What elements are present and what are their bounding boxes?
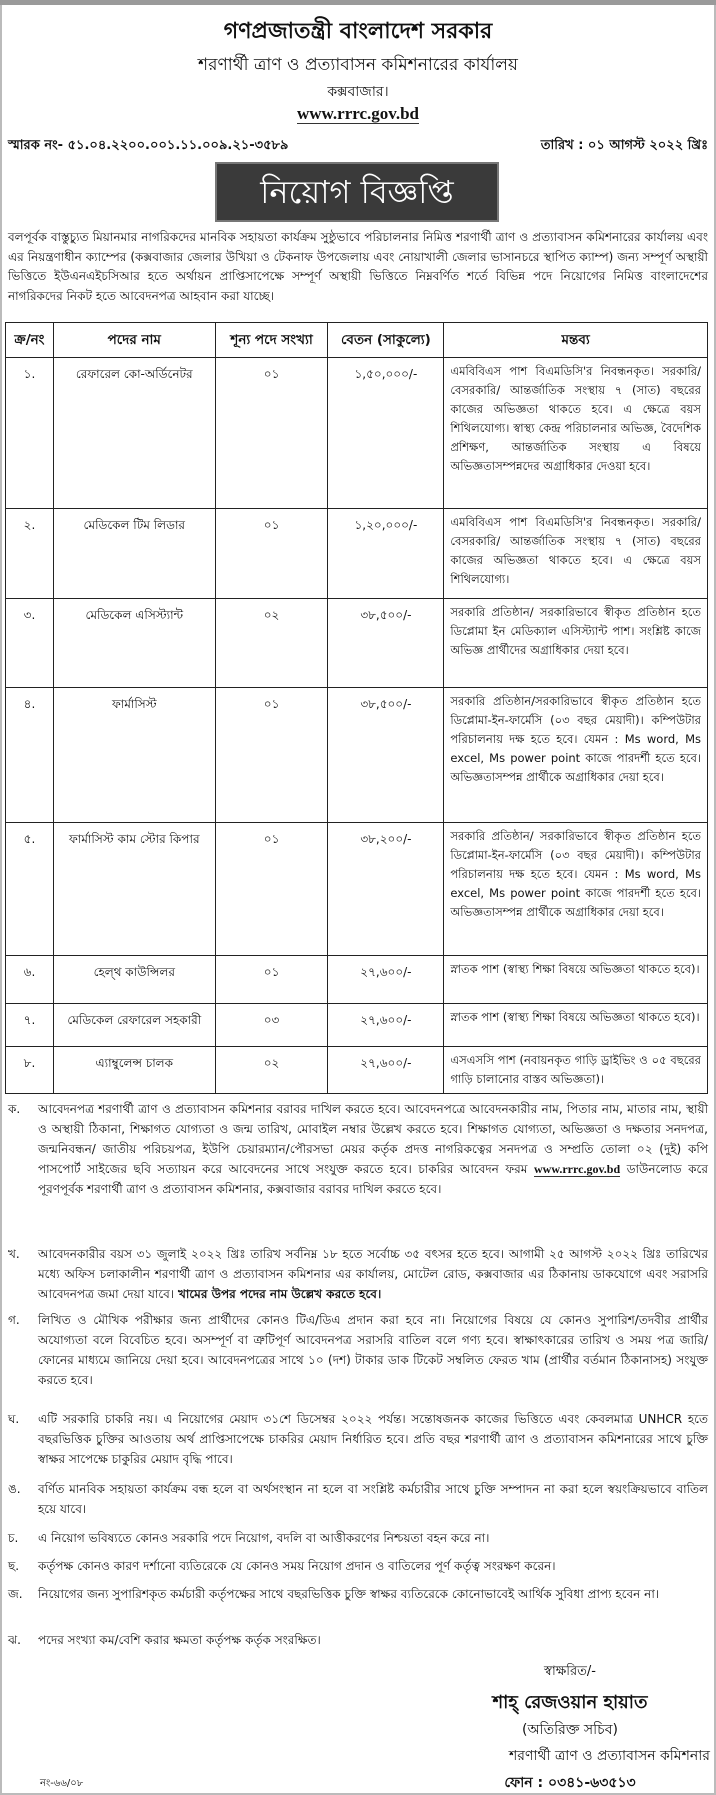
salary-cell: ১,৫০,০০০/- [328, 358, 444, 509]
table-row [6, 956, 708, 1004]
table-row [6, 1047, 708, 1094]
remarks-cell: এমবিবিএস পাশ বিএমডিসি'র নিবন্ধনকৃত। সরকারি/ বেসরকারি/ আন্তর্জাতিক সংস্থায় ৭ (সাত) বছরের কাজের অভিজ্ঞতা থাকতে হবে। এ ক্ষেত্রে বয়স শিথিলযোগ্য। [444, 509, 708, 599]
salary-cell: ৩৮,২০০/- [328, 823, 444, 956]
serial-cell: ৭. [6, 1004, 54, 1047]
government-title: গণপ্রজাতন্ত্রী বাংলাদেশ সরকার [223, 19, 493, 44]
footer-number: নং-৬৬/০৮ [40, 1778, 84, 1789]
col-salary: বেতন (সাকুল্যে) [328, 323, 444, 358]
post-name-cell: হেল্থ কাউন্সিলর [53, 956, 215, 1004]
post-name-cell: ফার্মাসিস্ট [53, 688, 215, 823]
serial-cell: ২. [6, 509, 54, 599]
serial-cell: ৩. [6, 599, 54, 688]
condition-key: চ. [8, 1531, 19, 1545]
text: আবেদনপত্র শরণার্থী ত্রাণ ও প্রত্যাবাসন কমিশনার বরাবর দাখিল করতে হবে। আবেদনপত্রে আবেদনকারীর নাম, পিতার নাম, মাতার নাম, স্থায়ী ও অস্থায়ী ঠিকানা, শিক্ষাগত যোগ্যতা ও জন্ম তারিখ, মোবাইল নম্বার উল্লেখ করতে হবে। শিক্ষাগত যোগ্যতা, অভিজ্ঞতা ও দক্ষতার সনদপত্র, জন্মনিবন্ধন/ জাতীয় পরিচয়পত্র, ইউপি চেয়ারম্যান/পৌরসভা মেয়র কর্তৃক প্রদত্ত নাগরিকত্বের সনদপত্র ও সম্প্রতি তোলা ০২ (দুই) কপি পাসপোর্ট সাইজের ছবি সত্যায়ন করে আবেদনের সাথে সংযুক্ত করতে হবে। চাকরির আবেদন ফরম [38, 1102, 708, 1176]
col-vacancy: শূন্য পদে সংখ্যা [215, 323, 328, 358]
vacancy-count-cell: ০১ [215, 956, 328, 1004]
salary-cell: ২৭,৬০০/- [328, 1047, 444, 1094]
condition-chha [8, 1556, 708, 1576]
condition-key: ঝ. [8, 1633, 21, 1647]
condition-text: এটি সরকারি চাকরি নয়। এ নিয়োগের মেয়াদ ৩১শে ডিসেম্বর ২০২২ পর্যন্ত। সন্তোষজনক কাজের ভিত্তিতে এবং কেবলমাত্র UNHCR হতে বছরভিত্তিক চুক্তির আওতায় অর্থ প্রাপ্তিসাপেক্ষে চাকরির মেয়াদ নির্ধারিত হবে। প্রতি বছর শরণার্থী ত্রাণ ও প্রত্যাবাসন কমিশনারের সাথে চুক্তি স্বাক্ষর সাপেক্ষে চাকুরির মেয়াদ বৃদ্ধি পাবে। [38, 1412, 708, 1466]
vacancy-table [5, 322, 708, 1094]
remarks-cell: স্নাতক পাশ (স্বাস্থ্য শিক্ষা বিষয়ে অভিজ্ঞতা থাকতে হবে)। [444, 956, 708, 1004]
condition-text: লিখিত ও মৌখিক পরীক্ষার জন্য প্রার্থীদের কোনও টিএ/ডিএ প্রদান করা হবে না। নিয়োগের বিষয়ে যে কোনও সুপারিশ/তদবীর প্রার্থীর অযোগ্যতা বলে বিবেচিত হবে। অসম্পূর্ণ বা ত্রুটিপূর্ণ আবেদনপত্র সরাসরি বাতিল বলে গণ্য হবে। স্বাক্ষাৎকারের তারিখ ও সময় পত্র জারি/ফোনের মাধ্যমে জানিয়ে দেয়া হবে। আবেদনপত্রের সাথে ১০ (দশ) টাকার ডাক টিকেট সম্বলিত ফেরত খাম (প্রার্থীর বর্তমান ঠিকানাসহ) সংযুক্ত করতে হবে। [38, 1313, 708, 1387]
post-name-cell: মেডিকেল এসিস্ট্যান্ট [53, 599, 215, 688]
condition-text: বর্ণিত মানবিক সহায়তা কার্যক্রম বন্ধ হলে বা অর্থসংস্থান না হলে বা সংশ্লিষ্ট কর্মচারীর সাথে চুক্তি সম্পাদন না করা হলে স্বয়ংক্রিয়ভাবে বাতিল হয়ে যাবে। [38, 1482, 708, 1516]
signed-mark: স্বাক্ষরিত/- [544, 1664, 596, 1679]
table-row [6, 1004, 708, 1047]
serial-cell: ৮. [6, 1047, 54, 1094]
col-post: পদের নাম [53, 323, 215, 358]
post-name-cell: রেফারেল কো-অর্ডিনেটর [53, 358, 215, 509]
vacancy-count-cell: ০২ [215, 1047, 328, 1094]
condition-ka [8, 1099, 708, 1199]
vacancy-count-cell: ০৩ [215, 1004, 328, 1047]
col-serial: ক্র/নং [6, 323, 54, 358]
condition-text: নিয়োগের জন্য সুপারিশকৃত কর্মচারী কর্তৃপক্ষের সাথে বছরভিত্তিক চুক্তি স্বাক্ষর ব্যতিরেকে কোনোভাবেই আর্থিক সুবিধা প্রাপ্য হবেন না। [38, 1587, 660, 1601]
remarks-cell: সরকারি প্রতিষ্ঠান/ সরকারিভাবে স্বীকৃত প্রতিষ্ঠান হতে ডিপ্লোমা ইন মেডিক্যাল এসিস্ট্যান্ট পাশ। সংশ্লিষ্ট কাজে অভিজ্ঞ প্রার্থীদের অগ্রাধিকার দেয়া হবে। [444, 599, 708, 688]
condition-key: জ. [8, 1587, 23, 1601]
office-location: কক্সবাজার। [327, 84, 389, 100]
signatory-office: শরণার্থী ত্রাণ ও প্রত্যাবাসন কমিশনার [508, 1748, 710, 1764]
contact-phone: ফোন : ০৩৪১-৬৩৫১৩ [504, 1775, 636, 1791]
serial-cell: ৬. [6, 956, 54, 1004]
salary-cell: ৩৮,৫০০/- [328, 599, 444, 688]
serial-cell: ৪. [6, 688, 54, 823]
office-name: শরণার্থী ত্রাণ ও প্রত্যাবাসন কমিশনারের কার্যালয় [198, 55, 518, 75]
table-row [6, 509, 708, 599]
condition-key: গ. [8, 1313, 20, 1327]
condition-text [38, 1244, 708, 1304]
text: ডাউনলোড করে পূরণপূর্বক শরণার্থী ত্রাণ ও প্রত্যাবাসন কমিশনার, কক্সবাজার বরাবর দাখিল করতে হবে। [38, 1162, 708, 1196]
signatory-designation: (অতিরিক্ত সচিব) [522, 1722, 618, 1738]
table-row [6, 358, 708, 509]
condition-text [38, 1099, 708, 1199]
condition-key: ঘ. [8, 1412, 20, 1426]
condition-ja [8, 1584, 708, 1604]
condition-text: কর্তৃপক্ষ কোনও কারণ দর্শানো ব্যতিরেকে যে কোনও সময় নিয়োগ প্রদান ও বাতিলের পূর্ণ কর্তৃত্ব সংরক্ষণ করেন। [38, 1559, 556, 1573]
condition-ga [8, 1310, 708, 1390]
vacancy-count-cell: ০১ [215, 358, 328, 509]
memo-number: স্মারক নং- ৫১.০৪.২২০০.০০১.১১.০০৯.২১-৩৫৮৯ [8, 138, 289, 153]
remarks-cell: সরকারি প্রতিষ্ঠান/সরকারিভাবে স্বীকৃত প্রতিষ্ঠান হতে ডিপ্লোমা-ইন-ফার্মেসি (০৩ বছর মেয়াদী)। কম্পিউটার পরিচালনায় দক্ষ হতে হবে। যেমন : Ms word, Ms excel, Ms power point কাজে পারদর্শী হতে হবে। অভিজ্ঞতাসম্পন্ন প্রার্থীকে অগ্রাধিকার দেয়া হবে। [444, 688, 708, 823]
remarks-cell: এমবিবিএস পাশ বিএমডিসি'র নিবন্ধনকৃত। সরকারি/ বেসরকারি/ আন্তর্জাতিক সংস্থায় ৭ (সাত) বছরের কাজের অভিজ্ঞতা থাকতে হবে। এ ক্ষেত্রে বয়স শিথিলযোগ্য। স্বাস্থ্য কেন্দ্র পরিচালনার অভিজ্ঞ, বৈদেশিক প্রশিক্ষণ, আন্তর্জাতিক সংস্থায় এ বিষয়ে অভিজ্ঞতাসম্পন্নদের অগ্রাধিকার দেওয়া হবে। [444, 358, 708, 509]
condition-gha [8, 1409, 708, 1469]
website [0, 104, 716, 124]
serial-cell: ৫. [6, 823, 54, 956]
condition-text: এ নিয়োগ ভবিষ্যতে কোনও সরকারি পদে নিয়োগ, বদলি বা আত্তীকরণের নিশ্চয়তা বহন করে না। [38, 1531, 490, 1545]
table-row [6, 599, 708, 688]
vacancy-count-cell: ০১ [215, 509, 328, 599]
salary-cell: ২৭,৬০০/- [328, 1004, 444, 1047]
remarks-cell: স্নাতক পাশ (স্বাস্থ্য শিক্ষা বিষয়ে অভিজ্ঞতা থাকতে হবে)। [444, 1004, 708, 1047]
post-name-cell: মেডিকেল রেফারেল সহকারী [53, 1004, 215, 1047]
vacancy-count-cell: ০১ [215, 823, 328, 956]
notice-date: তারিখ : ০১ আগস্ট ২০২২ খ্রিঃ [540, 138, 708, 153]
salary-cell: ১,২০,০০০/- [328, 509, 444, 599]
serial-cell: ১. [6, 358, 54, 509]
condition-cha [8, 1528, 708, 1548]
table-row [6, 823, 708, 956]
post-name-cell: মেডিকেল টিম লিডার [53, 509, 215, 599]
condition-jha [8, 1630, 708, 1650]
vacancy-count-cell: ০২ [215, 599, 328, 688]
salary-cell: ২৭,৬০০/- [328, 956, 444, 1004]
table-row [6, 688, 708, 823]
post-name-cell: এ্যাম্বুলেন্স চালক [53, 1047, 215, 1094]
post-name-cell: ফার্মাসিস্ট কাম স্টোর কিপার [53, 823, 215, 956]
signatory-name: শাহ্ রেজওয়ান হায়াত [492, 1692, 648, 1713]
condition-key: ছ. [8, 1559, 20, 1573]
salary-cell: ৩৮,৫০০/- [328, 688, 444, 823]
notice-banner: নিয়োগ বিজ্ঞপ্তি [215, 162, 499, 222]
condition-kha [8, 1244, 708, 1304]
condition-text: পদের সংখ্যা কম/বেশি করার ক্ষমতা কর্তৃপক্ষ কর্তৃক সংরক্ষিত। [38, 1633, 321, 1647]
remarks-cell: এসএসসি পাশ (নবায়নকৃত গাড়ি ড্রাইভিং ও ০৫ বছরের গাড়ি চালানোর বাস্তব অভিজ্ঞতা)। [444, 1047, 708, 1094]
condition-key: খ. [8, 1247, 20, 1261]
website-link[interactable]: www.rrrc.gov.bd [297, 104, 419, 123]
condition-umo [8, 1479, 708, 1519]
remarks-cell: সরকারি প্রতিষ্ঠান/ সরকারিভাবে স্বীকৃত প্রতিষ্ঠান হতে ডিপ্লোমা-ইন-ফার্মেসি (০৩ বছর মেয়াদী)। কম্পিউটার পরিচালনায় দক্ষ হতে হবে। যেমন : Ms word, Ms excel, Ms power point কাজে পারদর্শী হতে হবে। অভিজ্ঞতাসম্পন্ন প্রার্থীকে অগ্রাধিকার দেয়া হবে। [444, 823, 708, 956]
vacancy-count-cell: ০১ [215, 688, 328, 823]
table-header-row [6, 323, 708, 358]
text: আবেদনকারীর বয়স ৩১ জুলাই ২০২২ খ্রিঃ তারিখ সর্বনিম্ন ১৮ হতে সর্বোচ্চ ৩৫ বৎসর হতে হবে। আগামী ২৫ আগস্ট ২০২২ খ্রিঃ তারিখের মধ্যে অফিস চলাকালীন শরণার্থী ত্রাণ ও প্রত্যাবাসন কমিশনার এর কার্যালয়, মোটেল রোড, কক্সবাজার এর ঠিকানায় ডাকযোগে এবং সরাসরি আবেদনপত্র জমা দেয়া যাবে। [38, 1247, 708, 1301]
condition-key: ক. [8, 1102, 21, 1116]
website-link[interactable]: www.rrrc.gov.bd [534, 1162, 621, 1176]
col-remarks: মন্তব্য [444, 323, 708, 358]
condition-key: ঙ. [8, 1482, 21, 1496]
intro-paragraph: বলপূর্বক বাস্তুচ্যুত মিয়ানমার নাগরিকদের মানবিক সহায়তা কার্যক্রম সুষ্ঠুভাবে পরিচালনার নিমিত্ত শরণার্থী ত্রাণ ও প্রত্যাবাসন কমিশনারের কার্যালয় এবং এর নিয়ন্ত্রণাধীন ক্যাম্পের (কক্সবাজার জেলার উখিয়া ও টেকনাফ উপজেলায় এবং নোয়াখালী জেলার ভাসানচরে স্থাপিত ক্যাম্প) জন্য সম্পূর্ণ অস্থায়ী ভিত্তিতে ইউএনএইচসিআর হতে অর্থায়ন প্রাপ্তিসাপেক্ষে সম্পূর্ণ অস্থায়ী ভিত্তিতে নিম্নবর্ণিত শর্তে বিভিন্ন পদে নিয়োগের নিমিত্ত বাংলাদেশের নাগরিকদের নিকট হতে আবেদনপত্র আহবান করা যাচ্ছে। [8, 230, 708, 303]
envelope-instruction: খামের উপর পদের নাম উল্লেখ করতে হবে। [177, 1287, 382, 1301]
